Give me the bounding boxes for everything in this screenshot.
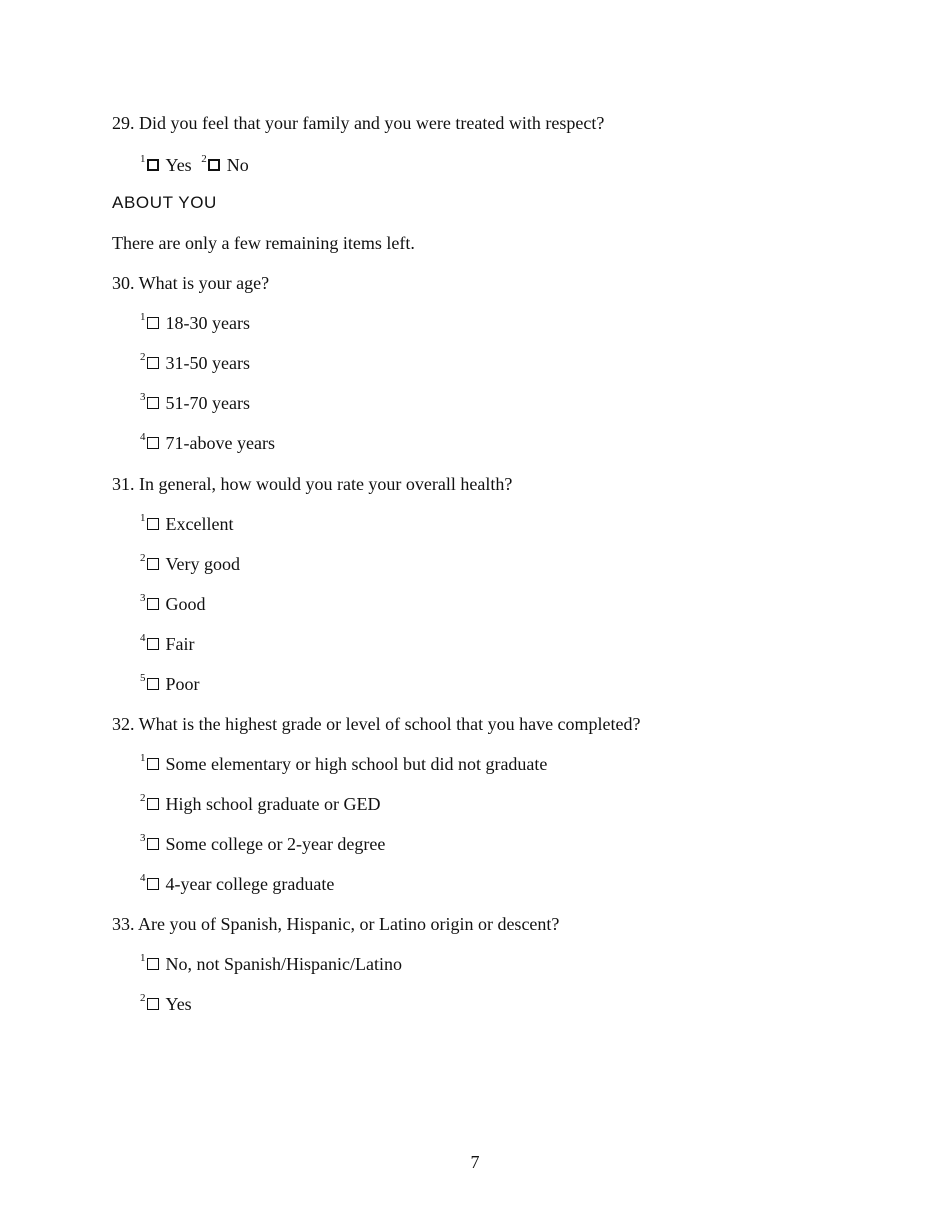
q30-option-2[interactable]	[140, 352, 250, 374]
question-33: 33. Are you of Spanish, Hispanic, or Latino origin or descent?	[112, 914, 560, 934]
option-code: 4	[140, 431, 146, 443]
checkbox-icon[interactable]	[147, 437, 159, 449]
option-label: 51-70 years	[165, 393, 250, 413]
checkbox-icon[interactable]	[147, 878, 159, 890]
option-code: 1	[140, 952, 146, 964]
option-code: 2	[140, 351, 146, 363]
option-label: Some elementary or high school but did not graduate	[165, 754, 548, 774]
q30-option-4[interactable]	[140, 432, 275, 454]
question-32: 32. What is the highest grade or level of school that you have completed?	[112, 714, 641, 734]
q32-option-4[interactable]	[140, 873, 334, 895]
checkbox-icon[interactable]	[147, 598, 159, 610]
q29-option-no[interactable]	[201, 154, 249, 176]
option-code: 2	[140, 792, 146, 804]
option-label: Fair	[165, 634, 195, 654]
option-code: 1	[140, 153, 146, 165]
option-code: 3	[140, 832, 146, 844]
q33-option-1[interactable]	[140, 953, 402, 975]
option-code: 3	[140, 592, 146, 604]
option-code: 1	[140, 512, 146, 524]
q31-option-4[interactable]	[140, 633, 195, 655]
checkbox-icon[interactable]	[147, 958, 159, 970]
option-label: No, not Spanish/Hispanic/Latino	[165, 954, 402, 974]
checkbox-icon[interactable]	[147, 317, 159, 329]
option-code: 2	[201, 153, 207, 165]
q30-option-3[interactable]	[140, 392, 250, 414]
option-label: Poor	[165, 674, 200, 694]
checkbox-icon[interactable]	[147, 998, 159, 1010]
q30-option-1[interactable]	[140, 312, 250, 334]
option-code: 5	[140, 672, 146, 684]
checkbox-icon[interactable]	[147, 678, 159, 690]
question-29: 29. Did you feel that your family and you were treated with respect?	[112, 113, 605, 133]
section-heading: ABOUT YOU	[112, 193, 217, 212]
q32-option-1[interactable]	[140, 753, 547, 775]
option-code: 2	[140, 552, 146, 564]
q31-option-3[interactable]	[140, 593, 206, 615]
option-label: Excellent	[165, 514, 234, 534]
q31-option-1[interactable]	[140, 513, 233, 535]
checkbox-icon[interactable]	[208, 159, 220, 171]
q32-option-2[interactable]	[140, 793, 380, 815]
checkbox-icon[interactable]	[147, 357, 159, 369]
checkbox-icon[interactable]	[147, 798, 159, 810]
option-label: Good	[165, 594, 206, 614]
checkbox-icon[interactable]	[147, 638, 159, 650]
option-label: Yes	[165, 155, 192, 175]
checkbox-icon[interactable]	[147, 159, 159, 171]
option-code: 4	[140, 632, 146, 644]
checkbox-icon[interactable]	[147, 518, 159, 530]
option-label: 18-30 years	[165, 313, 250, 333]
checkbox-icon[interactable]	[147, 838, 159, 850]
option-label: High school graduate or GED	[165, 794, 381, 814]
option-code: 1	[140, 311, 146, 323]
checkbox-icon[interactable]	[147, 397, 159, 409]
checkbox-icon[interactable]	[147, 758, 159, 770]
question-31: 31. In general, how would you rate your overall health?	[112, 474, 513, 494]
page-number: 7	[470, 1152, 480, 1172]
q31-option-2[interactable]	[140, 553, 240, 575]
option-label: Some college or 2-year degree	[165, 834, 386, 854]
option-code: 2	[140, 992, 146, 1004]
checkbox-icon[interactable]	[147, 558, 159, 570]
question-30: 30. What is your age?	[112, 273, 270, 293]
option-label: Very good	[165, 554, 240, 574]
option-label: 71-above years	[165, 433, 275, 453]
q32-option-3[interactable]	[140, 833, 385, 855]
q31-option-5[interactable]	[140, 673, 200, 695]
option-label: No	[226, 155, 249, 175]
q33-option-2[interactable]	[140, 993, 192, 1015]
option-code: 4	[140, 872, 146, 884]
q29-option-yes[interactable]	[140, 154, 192, 176]
option-code: 1	[140, 752, 146, 764]
option-code: 3	[140, 391, 146, 403]
option-label: 4-year college graduate	[165, 874, 335, 894]
q29-options	[140, 151, 249, 176]
option-label: Yes	[165, 994, 192, 1014]
option-label: 31-50 years	[165, 353, 250, 373]
section-intro: There are only a few remaining items left.	[112, 233, 415, 253]
